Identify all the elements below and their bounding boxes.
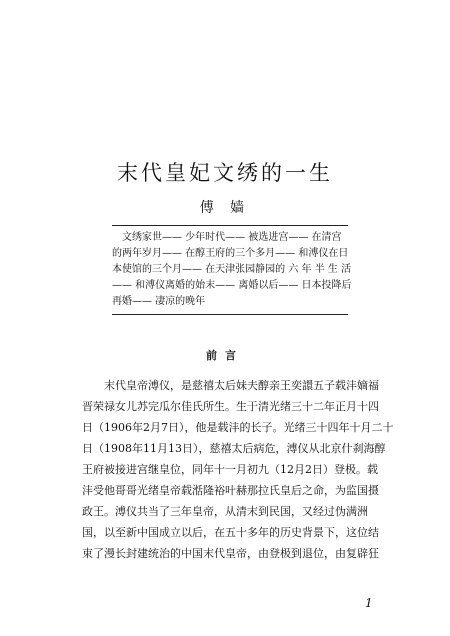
body-line: 束了漫长封建统治的中国末代皇帝，由登极到退位，由复辟狂 (82, 547, 379, 560)
toc-bottom-rule (112, 314, 348, 315)
chapter-outline (112, 230, 352, 310)
author-name: 傅 嫱 (199, 200, 251, 216)
section-heading: 前言 (206, 349, 244, 362)
outline-line: 的两年岁月—— 在醇王府的三个多月—— 和溥仪在日 (112, 248, 349, 259)
article-title: 末代皇妃文绣的一生 (117, 161, 333, 185)
outline-line: 本使馆的三个月—— 在天津张园静园的 六 年 半 生 活 (112, 264, 352, 275)
body-line: 沣受他哥哥光绪皇帝载湉隆裕叶赫那拉氏皇后之命，为监国摄 (82, 484, 379, 497)
toc-top-rule (112, 225, 348, 226)
body-line: 王府被接进宫继皇位，同年十一月初九（12月2日）登极。载 (82, 463, 378, 476)
outline-line: 再婚—— 凄凉的晚年 (112, 296, 206, 307)
body-line: 末代皇帝溥仪，是慈禧太后妹夫醇亲王奕譞五子载沣嫡福 (104, 379, 379, 392)
outline-line: —— 和溥仪离婚的始末—— 离婚以后—— 日本投降后 (112, 280, 352, 291)
page-number: 1 (365, 596, 373, 610)
body-paragraph (82, 375, 394, 564)
body-line: 晋荣禄女儿苏完瓜尔佳氏所生。生于清光绪三十二年正月十四 (82, 400, 379, 413)
body-line: 政王。溥仪共当了三年皇帝，从清末到民国，又经过伪满洲 (82, 505, 368, 518)
body-line: 日（1906年2月7日），他是载沣的长子。光绪三十四年十月二十 (82, 421, 394, 434)
body-line: 日（1908年11月13日），慈禧太后病危，溥仪从北京什刹海醇 (82, 442, 386, 455)
body-line: 国，以至新中国成立以后，在五十多年的历史背景下，这位结 (82, 526, 379, 539)
outline-line: 文绣家世—— 少年时代—— 被选进宫—— 在清宫 (122, 232, 342, 243)
